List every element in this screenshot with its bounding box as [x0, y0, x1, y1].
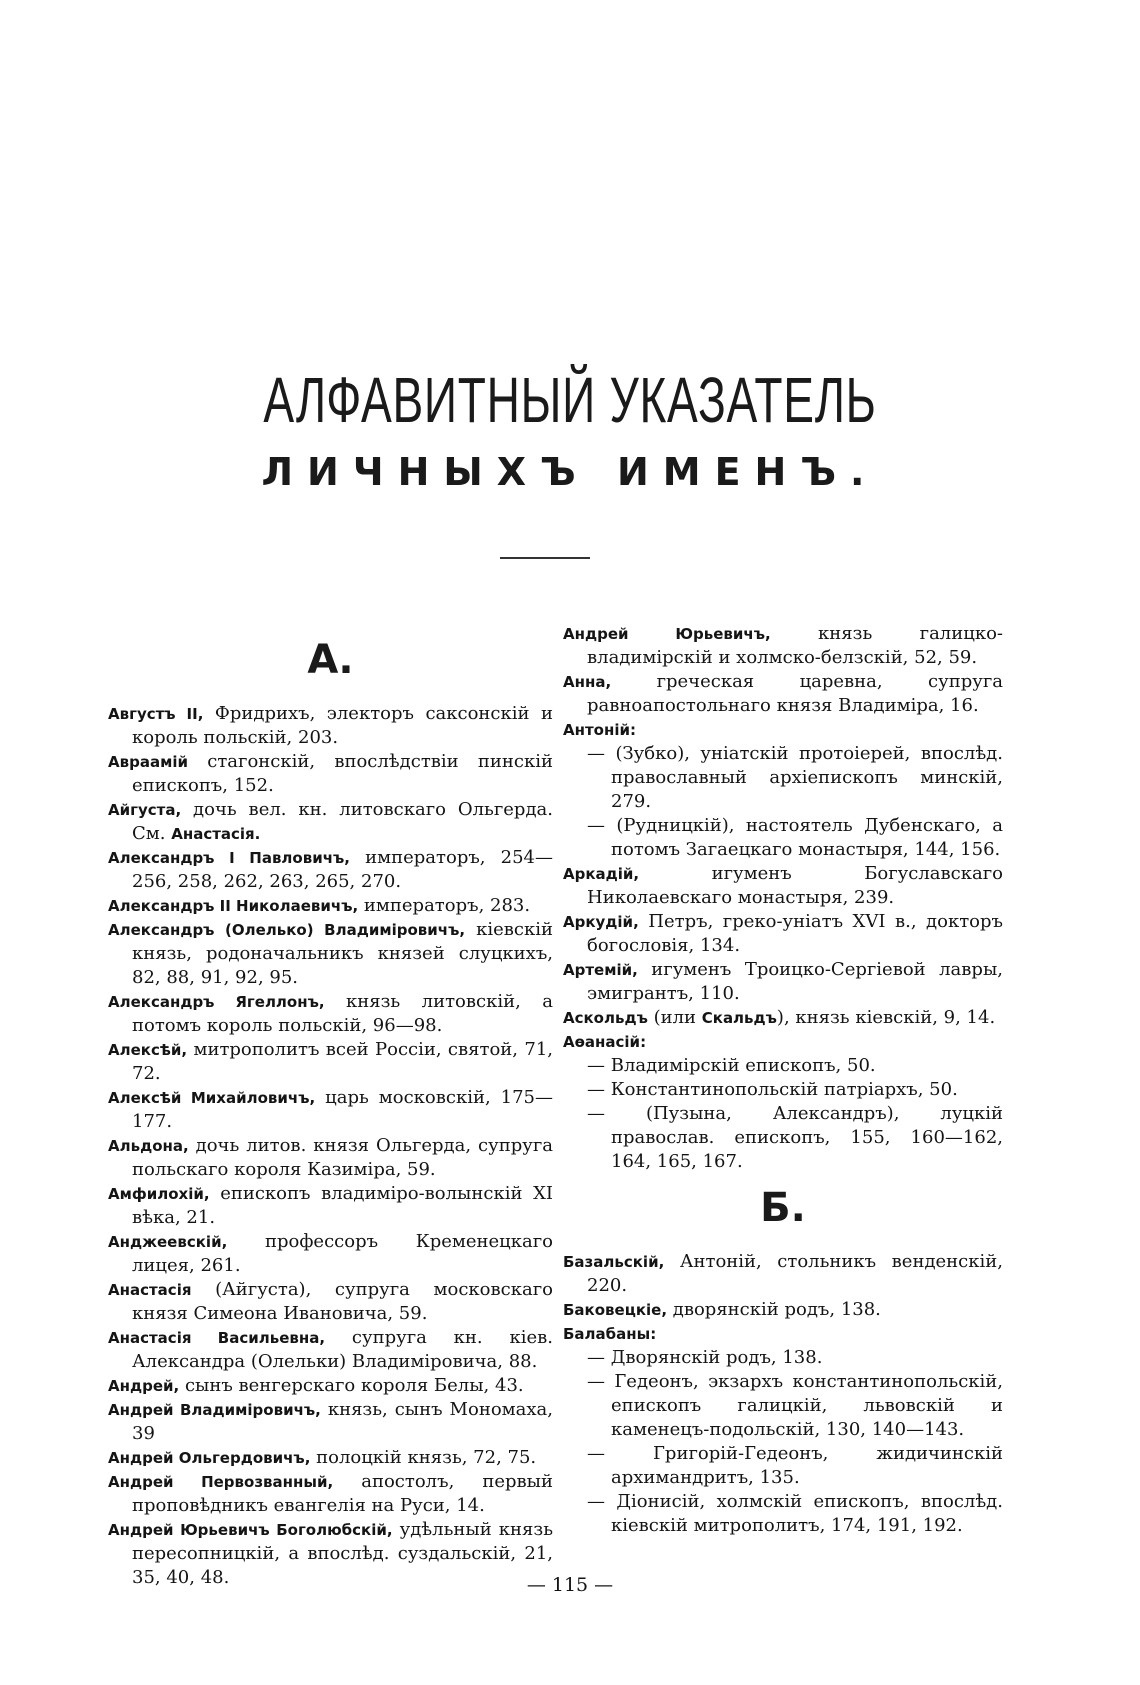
- index-entry: [108, 1326, 553, 1374]
- left-entries: [108, 702, 553, 1590]
- index-subentry: — Діонисій, холмскій епископъ, впослѣд. кіевскій митрополитъ, 174, 191, 192.: [587, 1491, 1003, 1536]
- entry-name: Авраамій: [108, 753, 188, 771]
- index-subentry: — Владимірскій епископъ, 50.: [587, 1055, 876, 1076]
- entry-text: кіевскій князь, родоначальникъ князей слуцкихъ, 82, 88, 91, 92, 95.: [132, 919, 553, 988]
- entry-name: Аѳанасій:: [563, 1033, 647, 1051]
- index-entry: [108, 1398, 553, 1446]
- entry-text: сынъ венгерскаго короля Белы, 43.: [179, 1375, 524, 1396]
- index-entry: [108, 1038, 553, 1086]
- entry-name: Алексѣй Михайловичъ,: [108, 1089, 316, 1107]
- entry-name: Андрей,: [108, 1377, 180, 1395]
- entry-text: епископъ владиміро-волынскій XI вѣка, 21.: [132, 1183, 553, 1228]
- entry-name: Андрей Юрьевичъ Боголюбскій,: [108, 1521, 393, 1539]
- entry-text: императоръ, 254—256, 258, 262, 263, 265, 270.: [132, 847, 553, 892]
- entry-text: полоцкій князь, 72, 75.: [310, 1447, 537, 1468]
- entry-name: Анастасія.: [171, 825, 261, 843]
- entry-text: митрополитъ всей Россіи, святой, 71, 72.: [132, 1039, 553, 1084]
- index-subentry: — Григорій-Гедеонъ, жидичинскій архимандритъ, 135.: [587, 1443, 1003, 1488]
- entry-text: (Айгуста), супруга московскаго князя Симеона Ивановича, 59.: [132, 1279, 553, 1324]
- index-entry: [108, 1230, 553, 1278]
- entry-name: Андрей Первозванный,: [108, 1473, 334, 1491]
- index-subtitle: ЛИЧНЫХЪ ИМЕНЪ.: [261, 450, 879, 494]
- entry-text: императоръ, 283.: [358, 895, 531, 916]
- letter-heading-b: Б.: [760, 1185, 806, 1231]
- entry-name: Августъ II,: [108, 705, 204, 723]
- index-subentry: — (Зубко), уніатскій протоіерей, впослѣд. православный архіепископъ минскій, 279.: [587, 743, 1003, 812]
- index-entry: [563, 958, 1003, 1006]
- entry-text: князь, сынъ Мономаха, 39: [132, 1399, 553, 1444]
- entry-name: Александръ I Павловичъ,: [108, 849, 350, 867]
- index-entry: [108, 918, 553, 990]
- entry-name: Александръ (Олелько) Владиміровичъ,: [108, 921, 466, 939]
- entry-name: Антоній:: [563, 721, 636, 739]
- index-entry: [108, 750, 553, 798]
- index-entry: [563, 622, 1003, 670]
- entry-text: Петръ, греко-уніатъ XVI в., докторъ богословія, 134.: [587, 911, 1003, 956]
- index-entry: [108, 894, 553, 918]
- entry-text: Фридрихъ, электоръ саксонскій и король польскій, 203.: [132, 703, 553, 748]
- right-column: [563, 622, 1003, 1538]
- index-entry: [108, 1470, 553, 1518]
- index-entry: [108, 1182, 553, 1230]
- right-entries-b: [563, 1250, 1003, 1538]
- index-entry: [108, 1374, 553, 1398]
- entry-text: царь московскій, 175—177.: [132, 1087, 553, 1132]
- entry-name: Александръ II Николаевичъ,: [108, 897, 359, 915]
- entry-name: Анджеевскій,: [108, 1233, 228, 1251]
- index-entry: [108, 990, 553, 1038]
- entry-text: ), князь кіевскій, 9, 14.: [776, 1007, 996, 1028]
- index-subentry: — Гедеонъ, экзархъ константинопольскій, епископъ галицкій, львовскій и каменецъ-подольскій, 130, 140—143.: [587, 1371, 1003, 1440]
- index-entry: [563, 1298, 1003, 1322]
- entry-name: Анна,: [563, 673, 612, 691]
- entry-text: дворянскій родъ, 138.: [667, 1299, 881, 1320]
- entry-text: игуменъ Богуславскаго Николаевскаго монастыря, 239.: [587, 863, 1003, 908]
- index-subentry: — Дворянскій родъ, 138.: [587, 1347, 823, 1368]
- entry-text: супруга кн. кіев. Александра (Олельки) Владиміровича, 88.: [132, 1327, 553, 1372]
- index-subentry: — Константинопольскій патріархъ, 50.: [587, 1079, 958, 1100]
- entry-name: Анастасія Васильевна,: [108, 1329, 326, 1347]
- index-entry: [563, 1030, 1003, 1054]
- entry-name: Алексѣй,: [108, 1041, 188, 1059]
- entry-text: профессоръ Кременецкаго лицея, 261.: [132, 1231, 553, 1276]
- left-column: [108, 637, 553, 1590]
- title-divider: [500, 557, 590, 559]
- index-entry: [108, 798, 553, 846]
- entry-text: дочь литов. князя Ольгерда, супруга польскаго короля Казиміра, 59.: [132, 1135, 553, 1180]
- index-entry: [563, 670, 1003, 718]
- right-entries-a: [563, 622, 1003, 1174]
- entry-text: греческая царевна, супруга равноапостольнаго князя Владиміра, 16.: [587, 671, 1003, 716]
- index-entry: [108, 846, 553, 894]
- entry-name: Базальскій,: [563, 1253, 665, 1271]
- entry-name: Анастасія: [108, 1281, 192, 1299]
- index-entry: [563, 1322, 1003, 1346]
- entry-name: Александръ Ягеллонъ,: [108, 993, 325, 1011]
- index-entry: [563, 718, 1003, 742]
- page-number: — 115 —: [526, 1574, 614, 1596]
- entry-name: Аскольдъ: [563, 1009, 648, 1027]
- index-entry: [563, 1250, 1003, 1298]
- index-entry: [108, 702, 553, 750]
- index-entry: [563, 910, 1003, 958]
- entry-text: удѣльный князь пересопницкій, а впослѣд. суздальскій, 21, 35, 40, 48.: [132, 1519, 553, 1588]
- entry-text: (или: [647, 1007, 702, 1028]
- index-entry: [108, 1086, 553, 1134]
- index-entry: [563, 1006, 1003, 1030]
- entry-name: Аркадій,: [563, 865, 640, 883]
- entry-text: стагонскій, впослѣдствіи пинскій епископъ, 152.: [132, 751, 553, 796]
- entry-text: апостолъ, первый проповѣдникъ евангелія на Руси, 14.: [132, 1471, 553, 1516]
- entry-name: Аркудій,: [563, 913, 639, 931]
- entry-text: князь литовскій, а потомъ король польскій, 96—98.: [132, 991, 553, 1036]
- entry-text: князь галицко-владимірскій и холмско-белзскій, 52, 59.: [587, 623, 1003, 668]
- index-subentry: — (Рудницкій), настоятель Дубенскаго, а потомъ Загаецкаго монастыря, 144, 156.: [587, 815, 1003, 860]
- entry-name: Айгуста,: [108, 801, 182, 819]
- entry-name: Артемій,: [563, 961, 638, 979]
- entry-name: Баковецкіе,: [563, 1301, 668, 1319]
- entry-name: Андрей Юрьевичъ,: [563, 625, 771, 643]
- entry-text: Антоній, стольникъ венденскій, 220.: [587, 1251, 1003, 1296]
- index-entry: [108, 1278, 553, 1326]
- index-entry: [108, 1134, 553, 1182]
- entry-name: Андрей Владиміровичъ,: [108, 1401, 321, 1419]
- entry-text: игуменъ Троицко-Сергіевой лавры, эмигрантъ, 110.: [587, 959, 1003, 1004]
- index-subentry: — (Пузына, Александръ), луцкій православ. епископъ, 155, 160—162, 164, 165, 167.: [587, 1103, 1003, 1172]
- index-entry: [108, 1446, 553, 1470]
- entry-name: Скальдъ: [701, 1009, 777, 1027]
- index-entry: [563, 862, 1003, 910]
- entry-text: дочь вел. кн. литовскаго Ольгерда. См.: [132, 799, 553, 844]
- letter-heading-a: А.: [307, 637, 354, 683]
- index-title: АЛФАВИТНЫЙ УКАЗАТЕЛЬ: [263, 364, 877, 436]
- entry-name: Андрей Ольгердовичъ,: [108, 1449, 311, 1467]
- entry-name: Альдона,: [108, 1137, 189, 1155]
- entry-name: Балабаны:: [563, 1325, 657, 1343]
- entry-name: Амфилохій,: [108, 1185, 210, 1203]
